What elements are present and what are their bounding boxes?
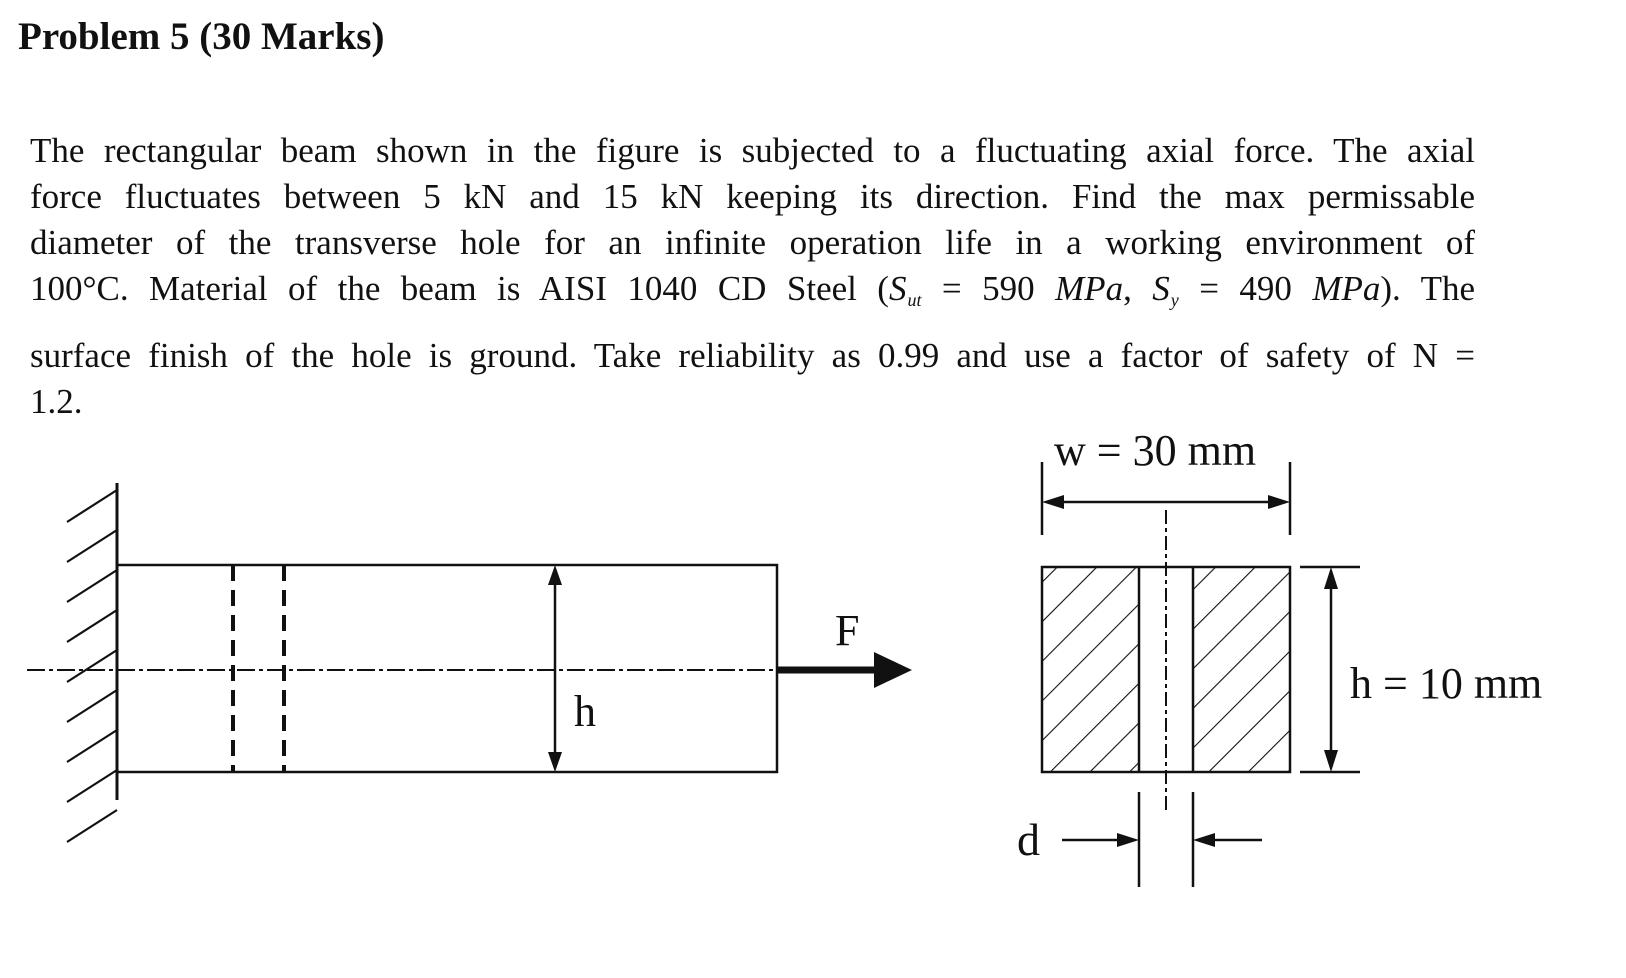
beam-body bbox=[117, 565, 777, 772]
line4-prefix: 100°C. Material of the beam is AISI 1040 CD Steel ( bbox=[30, 269, 889, 308]
sy-value: = 490 bbox=[1178, 269, 1313, 308]
symbol-s-y: S bbox=[1152, 269, 1170, 308]
fixed-wall bbox=[67, 483, 117, 842]
force-label: F bbox=[835, 606, 860, 655]
sut-value: = 590 bbox=[921, 269, 1056, 308]
statement-line-2: force fluctuates between 5 kN and 15 kN keeping its direction. Find the max permissable bbox=[30, 177, 1475, 216]
statement-line-1: The rectangular beam shown in the figure is subjected to a fluctuating axial force. The axial bbox=[30, 131, 1475, 170]
section-height-label: h = 10 mm bbox=[1350, 659, 1543, 708]
force-arrowhead bbox=[874, 652, 912, 688]
beam-height-label: h bbox=[574, 687, 596, 736]
subscript-ut: ut bbox=[907, 290, 922, 310]
hole-diameter-dimension bbox=[1062, 792, 1262, 887]
cross-section bbox=[1042, 510, 1290, 812]
symbol-s-ut: S bbox=[888, 269, 907, 308]
statement-line-3: diameter of the transverse hole for an infinite operation life in a working environment of bbox=[30, 223, 1475, 262]
problem-title: Problem 5 (30 Marks) bbox=[18, 15, 385, 58]
subscript-y: y bbox=[1170, 290, 1179, 310]
statement-line-6: 1.2. bbox=[30, 382, 83, 421]
line4-suffix: ). The bbox=[1380, 269, 1475, 308]
width-label: w = 30 mm bbox=[1054, 426, 1257, 475]
unit-mpa-1: MPa bbox=[1055, 269, 1124, 308]
unit-mpa-2: MPa bbox=[1312, 269, 1381, 308]
separator-comma: , bbox=[1123, 269, 1153, 308]
statement-line-5: surface finish of the hole is ground. Take reliability as 0.99 and use a factor of safety of N = bbox=[30, 336, 1475, 375]
hole-diameter-label: d bbox=[1017, 814, 1040, 865]
